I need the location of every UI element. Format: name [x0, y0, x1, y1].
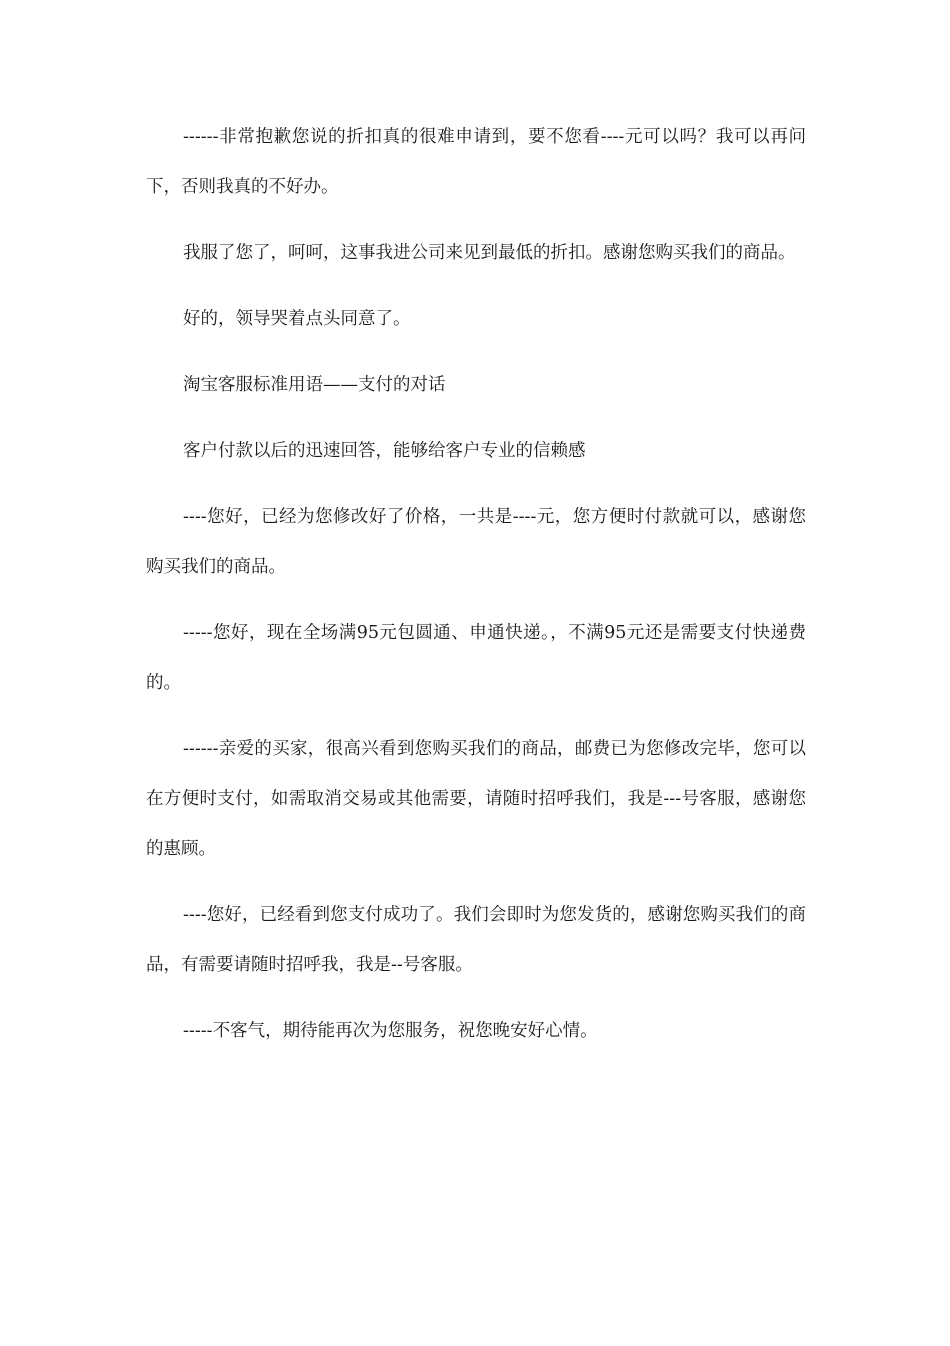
paragraph-3: 好的，领导哭着点头同意了。 — [183, 309, 411, 329]
paragraph-6: ----您好，已经为您修改好了价格，一共是----元，您方便时付款就可以，感谢您购买我们的商品。 — [146, 507, 806, 577]
paragraph-8: ------亲爱的买家，很高兴看到您购买我们的商品，邮费已为您修改完毕，您可以在方便时支付，如需取消交易或其他需要，请随时招呼我们，我是---号客服，感谢您的惠顾。 — [146, 739, 806, 859]
paragraph-10: -----不客气，期待能再次为您服务，祝您晚安好心情。 — [183, 1021, 598, 1041]
paragraph-1: ------非常抱歉您说的折扣真的很难申请到，要不您看----元可以吗？我可以再问下，否则我真的不好办。 — [146, 127, 806, 197]
section-heading: 淘宝客服标准用语——支付的对话 — [183, 375, 446, 395]
paragraph-5: 客户付款以后的迅速回答，能够给客户专业的信赖感 — [183, 441, 586, 461]
paragraph-9: ----您好，已经看到您支付成功了。我们会即时为您发货的，感谢您购买我们的商品，有需要请随时招呼我，我是--号客服。 — [146, 905, 806, 975]
paragraph-7: -----您好，现在全场满95元包圆通、申通快递。，不满95元还是需要支付快递费的。 — [146, 623, 806, 693]
document-body — [146, 112, 806, 1072]
paragraph-2: 我服了您了，呵呵，这事我进公司来见到最低的折扣。感谢您购买我们的商品。 — [183, 243, 796, 263]
